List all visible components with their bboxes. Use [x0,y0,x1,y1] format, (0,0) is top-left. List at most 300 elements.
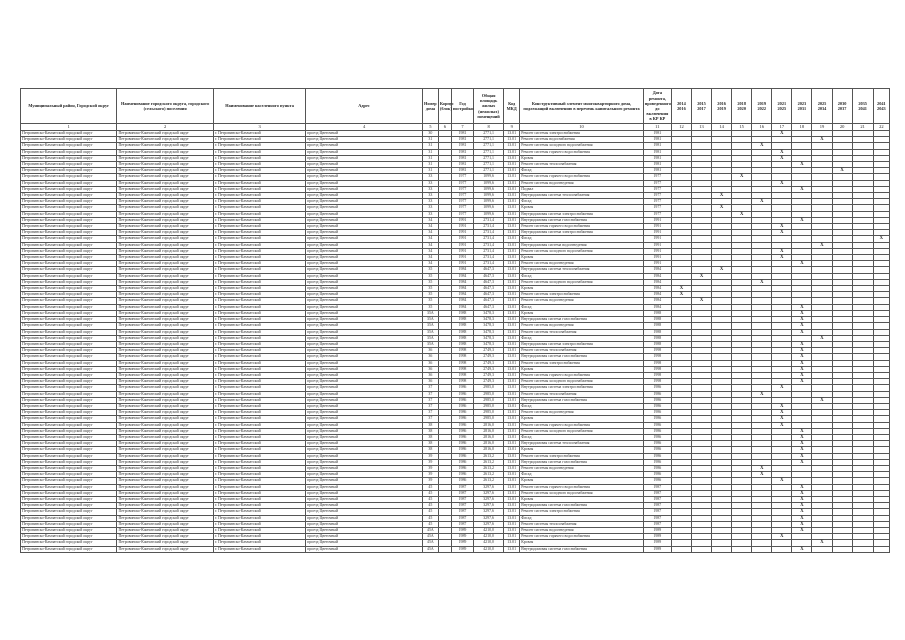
area-cell: 2816,0 [474,441,504,447]
column-header: Корпус (блок) [438,89,451,124]
district-cell: Петровинско-Камчатский городской округ [21,416,117,422]
district-cell: Петровинско-Камчатский городской округ [21,335,117,341]
settlement-cell: Петровинско-Камчатский городской округ [117,354,213,360]
locality-cell: г. Петровинско-Камчатский [213,472,305,478]
district-cell: Петровинско-Камчатский городской округ [21,459,117,465]
mkd-code-cell: 13.01 [504,459,520,465]
repair-date-cell: 1981 [643,168,671,174]
locality-cell: г. Петровинско-Камчатский [213,168,305,174]
locality-cell: г. Петровинско-Камчатский [213,428,305,434]
address-cell: проезд Цветочный [306,199,423,205]
build-year-cell: 1981 [451,149,473,155]
house-number-cell: 31 [422,168,438,174]
locality-cell: г. Петровинско-Камчатский [213,323,305,329]
address-cell: проезд Цветочный [306,248,423,254]
period-mark-cell: X [732,174,752,180]
repair-date-cell: 1991 [643,236,671,242]
settlement-cell: Петровинско-Камчатский городской округ [117,168,213,174]
repair-date-cell: 1986 [643,465,671,471]
build-year-cell: 1986 [451,478,473,484]
settlement-cell: Петровинско-Камчатский городской округ [117,174,213,180]
repair-element-cell: Ремонт системы холодного водоснабжения [520,248,644,254]
repair-element-cell: Фасад [520,168,644,174]
area-cell: 3297,6 [474,490,504,496]
district-cell: Петровинско-Камчатский городской округ [21,304,117,310]
mkd-code-cell: 13.01 [504,279,520,285]
locality-cell: г. Петровинско-Камчатский [213,484,305,490]
period-mark-cell: X [772,422,792,428]
repair-element-cell: Ремонт системы холодного водоснабжения [520,279,644,285]
address-cell: проезд Цветочный [306,478,423,484]
address-cell: проезд Цветочный [306,496,423,502]
locality-cell: г. Петровинско-Камчатский [213,186,305,192]
mkd-code-cell: 13.01 [504,323,520,329]
period-mark-cell: X [792,186,812,192]
repair-date-cell: 1986 [643,478,671,484]
mkd-code-cell: 13.01 [504,193,520,199]
locality-cell: г. Петровинско-Камчатский [213,447,305,453]
repair-date-cell: 1986 [643,428,671,434]
house-number-cell: 35 [422,292,438,298]
address-cell: проезд Цветочный [306,261,423,267]
house-number-cell: 33 [422,193,438,199]
address-cell: проезд Цветочный [306,230,423,236]
repair-element-cell: Ремонт системы водоотведения [520,323,644,329]
area-cell: 2613,2 [474,459,504,465]
period-mark-cell: X [691,273,711,279]
house-number-cell: 45А [422,540,438,546]
district-cell: Петровинско-Камчатский городской округ [21,292,117,298]
settlement-cell: Петровинско-Камчатский городской округ [117,323,213,329]
repair-date-cell: 1987 [643,496,671,502]
district-cell: Петровинско-Камчатский городской округ [21,515,117,521]
district-cell: Петровинско-Камчатский городской округ [21,391,117,397]
house-number-cell: 39 [422,472,438,478]
table-body [21,131,890,553]
repair-element-cell: Кровля [520,540,644,546]
house-number-cell: 37 [422,410,438,416]
build-year-cell: 1986 [451,453,473,459]
column-number: 20 [832,124,852,131]
build-year-cell: 1986 [451,441,473,447]
house-number-cell: 45 [422,496,438,502]
address-cell: проезд Цветочный [306,317,423,323]
area-cell: 2731,4 [474,236,504,242]
build-year-cell: 1987 [451,484,473,490]
period-mark-cell [832,546,852,552]
area-cell: 2613,2 [474,453,504,459]
repair-date-cell: 1986 [643,434,671,440]
house-number-cell: 31 [422,162,438,168]
settlement-cell: Петровинско-Камчатский городской округ [117,534,213,540]
district-cell: Петровинско-Камчатский городской округ [21,490,117,496]
build-year-cell: 1998 [451,348,473,354]
mkd-code-cell: 13.01 [504,385,520,391]
column-header: Наименование населенного пункта [213,89,305,124]
house-number-cell: 39 [422,478,438,484]
area-cell: 3478,3 [474,323,504,329]
house-number-cell: 35 [422,286,438,292]
build-year-cell: 1986 [451,434,473,440]
column-number: 12 [671,124,691,131]
locality-cell: г. Петровинско-Камчатский [213,230,305,236]
repair-date-cell: 1986 [643,403,671,409]
mkd-code-cell: 13.01 [504,304,520,310]
repair-element-cell: Кровля [520,478,644,484]
mkd-code-cell: 13.01 [504,528,520,534]
locality-cell: г. Петровинско-Камчатский [213,317,305,323]
house-number-cell: 35 [422,304,438,310]
period-mark-cell: X [812,397,832,403]
area-cell: 3478,3 [474,341,504,347]
house-number-cell: 34 [422,242,438,248]
mkd-code-cell: 13.01 [504,317,520,323]
mkd-code-cell: 13.01 [504,447,520,453]
build-year-cell: 1977 [451,193,473,199]
district-cell: Петровинско-Камчатский городской округ [21,484,117,490]
address-cell: проезд Цветочный [306,149,423,155]
district-cell: Петровинско-Камчатский городской округ [21,447,117,453]
district-cell: Петровинско-Камчатский городской округ [21,236,117,242]
area-cell: 2771,1 [474,155,504,161]
mkd-code-cell: 13.01 [504,180,520,186]
mkd-code-cell: 13.01 [504,155,520,161]
district-cell: Петровинско-Камчатский городской округ [21,286,117,292]
house-number-cell: 39 [422,459,438,465]
district-cell: Петровинско-Камчатский городской округ [21,298,117,304]
area-cell: 2771,1 [474,143,504,149]
mkd-code-cell: 13.01 [504,360,520,366]
column-number: 18 [792,124,812,131]
repair-element-cell: Ремонт системы холодного водоснабжения [520,490,644,496]
build-year-cell: 1987 [451,496,473,502]
address-cell: проезд Цветочный [306,465,423,471]
period-mark-cell: X [792,354,812,360]
repair-date-cell: 1988 [643,341,671,347]
house-number-cell: 33 [422,211,438,217]
address-cell: проезд Цветочный [306,490,423,496]
build-year-cell: 1986 [451,410,473,416]
area-cell: 2613,2 [474,465,504,471]
mkd-code-cell: 13.01 [504,534,520,540]
repair-element-cell: Внутридомовая система теплоснабжения [520,267,644,273]
area-cell: 4647,3 [474,298,504,304]
build-year-cell: 1977 [451,205,473,211]
column-header: Год постройки [451,89,473,124]
area-cell: 4647,3 [474,286,504,292]
build-year-cell: 1988 [451,323,473,329]
repair-date-cell: 1986 [643,416,671,422]
area-cell: 3297,6 [474,503,504,509]
locality-cell: г. Петровинско-Камчатский [213,174,305,180]
repair-element-cell: Ремонт системы горячего водоснабжения [520,422,644,428]
period-mark-cell: X [792,453,812,459]
settlement-cell: Петровинско-Камчатский городской округ [117,410,213,416]
settlement-cell: Петровинско-Камчатский городской округ [117,403,213,409]
address-cell: проезд Цветочный [306,509,423,515]
repair-date-cell: 1981 [643,137,671,143]
address-cell: проезд Цветочный [306,397,423,403]
district-cell: Петровинско-Камчатский городской округ [21,261,117,267]
repair-date-cell: 1986 [643,410,671,416]
settlement-cell: Петровинско-Камчатский городской округ [117,385,213,391]
area-cell: 2985,0 [474,416,504,422]
area-cell: 4210,0 [474,546,504,552]
period-mark-cell: X [792,304,812,310]
district-cell: Петровинско-Камчатский городской округ [21,534,117,540]
period-mark-cell: X [691,298,711,304]
house-number-cell: 39 [422,465,438,471]
repair-date-cell: 1984 [643,279,671,285]
address-cell: проезд Цветочный [306,379,423,385]
repair-date-cell: 1981 [643,131,671,137]
repair-element-cell: Фасад [520,403,644,409]
build-year-cell: 1988 [451,329,473,335]
locality-cell: г. Петровинско-Камчатский [213,279,305,285]
address-cell: проезд Цветочный [306,174,423,180]
settlement-cell: Петровинско-Камчатский городской округ [117,515,213,521]
period-mark-cell: X [792,484,812,490]
area-cell: 2731,4 [474,224,504,230]
column-number: 4 [306,124,423,131]
repair-element-cell: Ремонт системы теплоснабжения [520,162,644,168]
house-number-cell: 37 [422,403,438,409]
settlement-cell: Петровинско-Камчатский городской округ [117,416,213,422]
house-number-cell: 34 [422,248,438,254]
settlement-cell: Петровинско-Камчатский городской округ [117,261,213,267]
house-number-cell: 37 [422,397,438,403]
column-header: 2041 2043 [873,89,889,124]
column-header: Адрес [306,89,423,124]
house-number-cell: 45 [422,484,438,490]
period-mark-cell: X [792,341,812,347]
build-year-cell: 1986 [451,391,473,397]
repair-element-cell: Ремонт системы холодного водоснабжения [520,379,644,385]
mkd-code-cell: 13.01 [504,217,520,223]
district-cell: Петровинско-Камчатский городской округ [21,186,117,192]
locality-cell: г. Петровинско-Камчатский [213,366,305,372]
repair-element-cell: Внутридомовая система газоснабжения [520,503,644,509]
locality-cell: г. Петровинско-Камчатский [213,540,305,546]
settlement-cell: Петровинско-Камчатский городской округ [117,335,213,341]
address-cell: проезд Цветочный [306,546,423,552]
repair-element-cell: Кровля [520,310,644,316]
repair-element-cell: Ремонт системы теплоснабжения [520,329,644,335]
repair-date-cell: 1987 [643,521,671,527]
repair-date-cell: 1991 [643,248,671,254]
district-cell: Петровинско-Камчатский городской округ [21,472,117,478]
period-mark-cell: X [792,329,812,335]
period-mark-cell: X [792,360,812,366]
address-cell: проезд Цветочный [306,540,423,546]
area-cell: 1099,6 [474,174,504,180]
locality-cell: г. Петровинско-Камчатский [213,546,305,552]
settlement-cell: Петровинско-Камчатский городской округ [117,341,213,347]
locality-cell: г. Петровинско-Камчатский [213,211,305,217]
repair-element-cell: Ремонт системы водоотведения [520,465,644,471]
area-cell: 3478,3 [474,310,504,316]
house-number-cell: 38 [422,422,438,428]
mkd-code-cell: 13.01 [504,335,520,341]
locality-cell: г. Петровинско-Камчатский [213,224,305,230]
build-year-cell: 1987 [451,503,473,509]
district-cell: Петровинско-Камчатский городской округ [21,137,117,143]
mkd-code-cell: 13.01 [504,292,520,298]
address-cell: проезд Цветочный [306,459,423,465]
period-mark-cell: X [671,292,691,298]
house-number-cell: 34 [422,217,438,223]
build-year-cell: 1991 [451,248,473,254]
area-cell: 2816,0 [474,428,504,434]
address-cell: проезд Цветочный [306,180,423,186]
settlement-cell: Петровинско-Камчатский городской округ [117,205,213,211]
mkd-code-cell: 13.01 [504,416,520,422]
area-cell: 4647,3 [474,273,504,279]
district-cell: Петровинско-Камчатский городской округ [21,521,117,527]
repair-element-cell: Ремонт системы теплоснабжения [520,521,644,527]
mkd-code-cell: 13.01 [504,236,520,242]
build-year-cell: 1986 [451,397,473,403]
repair-date-cell: 1986 [643,453,671,459]
settlement-cell: Петровинско-Камчатский городской округ [117,267,213,273]
district-cell: Петровинско-Камчатский городской округ [21,273,117,279]
settlement-cell: Петровинско-Камчатский городской округ [117,273,213,279]
locality-cell: г. Петровинско-Камчатский [213,341,305,347]
repair-element-cell: Кровля [520,496,644,502]
repair-date-cell: 1998 [643,366,671,372]
area-cell: 2731,4 [474,217,504,223]
repair-element-cell: Ремонт системы горячего водоснабжения [520,224,644,230]
district-cell: Петровинско-Камчатский городской округ [21,528,117,534]
address-cell: проезд Цветочный [306,335,423,341]
build-year-cell: 1987 [451,515,473,521]
district-cell: Петровинско-Камчатский городской округ [21,317,117,323]
mkd-code-cell: 13.01 [504,521,520,527]
area-cell: 2749,3 [474,379,504,385]
house-number-cell: 31 [422,155,438,161]
period-mark-cell: X [792,496,812,502]
mkd-code-cell: 13.01 [504,174,520,180]
district-cell: Петровинско-Камчатский городской округ [21,143,117,149]
area-cell: 1099,6 [474,205,504,211]
repair-date-cell: 1986 [643,447,671,453]
column-number: 3 [213,124,305,131]
period-mark-cell: X [792,162,812,168]
repair-date-cell: 1977 [643,186,671,192]
locality-cell: г. Петровинско-Камчатский [213,137,305,143]
build-year-cell: 1987 [451,490,473,496]
settlement-cell: Петровинско-Камчатский городской округ [117,199,213,205]
repair-date-cell: 1984 [643,267,671,273]
build-year-cell: 1991 [451,217,473,223]
settlement-cell: Петровинско-Камчатский городской округ [117,217,213,223]
settlement-cell: Петровинско-Камчатский городской округ [117,441,213,447]
area-cell: 1099,6 [474,199,504,205]
locality-cell: г. Петровинско-Камчатский [213,286,305,292]
settlement-cell: Петровинско-Камчатский городской округ [117,180,213,186]
address-cell: проезд Цветочный [306,286,423,292]
repair-date-cell: 1991 [643,224,671,230]
district-cell: Петровинско-Камчатский городской округ [21,162,117,168]
area-cell: 2985,0 [474,410,504,416]
column-number: 2 [117,124,213,131]
address-cell: проезд Цветочный [306,503,423,509]
build-year-cell: 1989 [451,540,473,546]
period-mark-cell: X [772,416,792,422]
mkd-code-cell: 13.01 [504,329,520,335]
column-header: Номер дома [422,89,438,124]
area-cell: 2613,2 [474,472,504,478]
column-number: 10 [520,124,644,131]
period-mark-cell: X [792,434,812,440]
repair-date-cell: 1977 [643,174,671,180]
repair-date-cell: 1986 [643,422,671,428]
settlement-cell: Петровинско-Камчатский городской округ [117,484,213,490]
house-number-cell: 38 [422,428,438,434]
settlement-cell: Петровинско-Камчатский городской округ [117,490,213,496]
area-cell: 4210,0 [474,528,504,534]
build-year-cell: 1977 [451,211,473,217]
settlement-cell: Петровинско-Камчатский городской округ [117,143,213,149]
mkd-code-cell: 13.01 [504,298,520,304]
period-mark-cell: X [752,279,772,285]
mkd-code-cell: 13.01 [504,379,520,385]
mkd-code-cell: 13.01 [504,434,520,440]
build-year-cell: 1998 [451,354,473,360]
column-header: 2025 2034 [812,89,832,124]
build-year-cell: 1991 [451,224,473,230]
locality-cell: г. Петровинско-Камчатский [213,242,305,248]
repair-date-cell: 1991 [643,217,671,223]
repair-element-cell: Внутридомовая система газоснабжения [520,546,644,552]
repair-date-cell: 1989 [643,546,671,552]
mkd-code-cell: 13.01 [504,478,520,484]
area-cell: 3297,6 [474,509,504,515]
column-header: 2014 2016 [671,89,691,124]
mkd-code-cell: 13.01 [504,273,520,279]
address-cell: проезд Цветочный [306,211,423,217]
repair-date-cell: 1977 [643,211,671,217]
period-mark-cell: X [792,372,812,378]
build-year-cell: 1989 [451,546,473,552]
address-cell: проезд Цветочный [306,453,423,459]
build-year-cell: 1981 [451,162,473,168]
mkd-code-cell: 13.01 [504,137,520,143]
area-cell: 2816,0 [474,447,504,453]
locality-cell: г. Петровинско-Камчатский [213,410,305,416]
period-mark-cell: X [792,503,812,509]
house-number-cell: 45 [422,490,438,496]
repair-date-cell: 1981 [643,149,671,155]
period-mark-cell: X [712,205,732,211]
build-year-cell: 1986 [451,472,473,478]
locality-cell: г. Петровинско-Камчатский [213,255,305,261]
repair-element-cell: Внутридомовая система электроснабжения [520,341,644,347]
settlement-cell: Петровинско-Камчатский городской округ [117,453,213,459]
repair-element-cell: Внутридомовая система газоснабжения [520,397,644,403]
locality-cell: г. Петровинско-Камчатский [213,422,305,428]
locality-cell: г. Петровинско-Камчатский [213,379,305,385]
repair-date-cell: 1977 [643,205,671,211]
settlement-cell: Петровинско-Камчатский городской округ [117,366,213,372]
period-mark-cell: X [772,248,792,254]
repair-element-cell: Ремонт системы электроснабжения [520,292,644,298]
house-number-cell: 35 [422,279,438,285]
column-number: 17 [772,124,792,131]
repair-date-cell: 1989 [643,534,671,540]
settlement-cell: Петровинско-Камчатский городской округ [117,391,213,397]
district-cell: Петровинско-Камчатский городской округ [21,341,117,347]
